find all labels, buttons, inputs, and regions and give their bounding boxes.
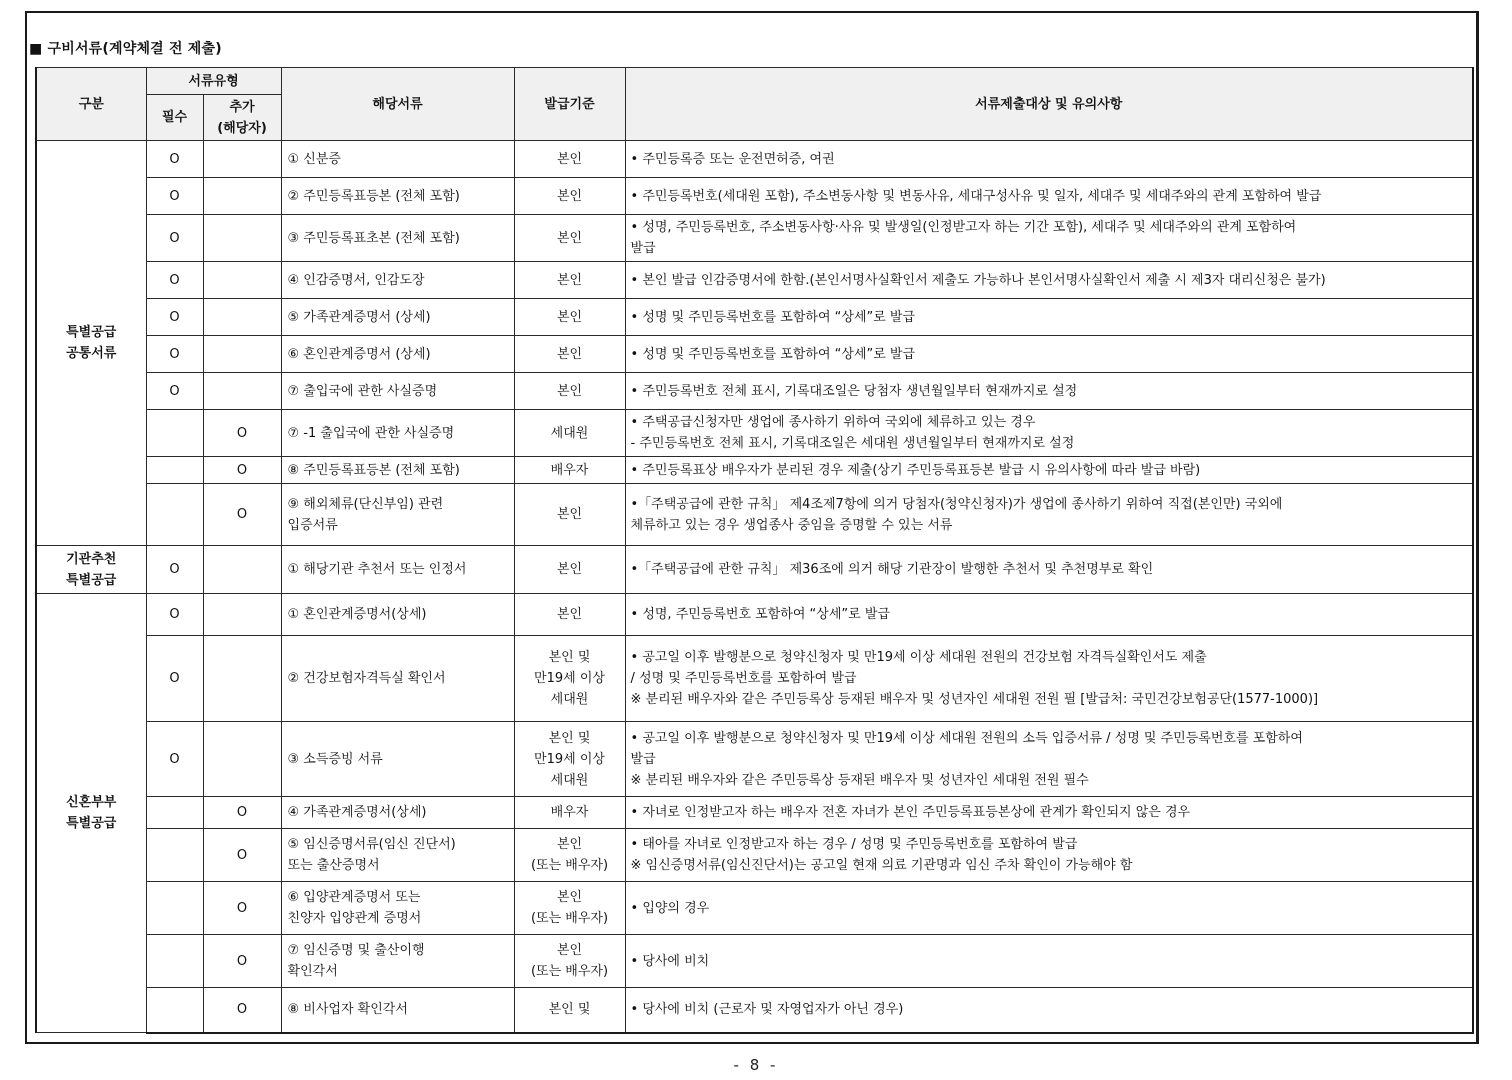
table-row <box>36 262 1473 299</box>
document-name: ④ 인감증명서, 인감도장 <box>281 262 514 299</box>
document-name: ⑨ 해외체류(단신부임) 관련 입증서류 <box>281 484 514 546</box>
document-name: ⑤ 가족관계증명서 (상세) <box>281 299 514 336</box>
document-name: ① 해당기관 추천서 또는 인정서 <box>281 546 514 594</box>
issue-basis: 배우자 <box>514 797 625 829</box>
additional-mark <box>203 373 281 410</box>
table-row <box>36 988 1473 1033</box>
table-row <box>36 178 1473 215</box>
group-label: 특별공급 공통서류 <box>36 141 146 546</box>
table-row <box>36 457 1473 484</box>
additional-mark <box>203 141 281 178</box>
additional-mark: O <box>203 797 281 829</box>
table-row <box>36 594 1473 636</box>
submission-note: • 주민등록증 또는 운전면허증, 여권 <box>625 141 1473 178</box>
header-notes: 서류제출대상 및 유의사항 <box>625 68 1473 141</box>
issue-basis: 본인 <box>514 299 625 336</box>
submission-note: • 자녀로 인정받고자 하는 배우자 전혼 자녀가 본인 주민등록표등본상에 관계가 확인되지 않은 경우 <box>625 797 1473 829</box>
issue-basis: 본인 (또는 배우자) <box>514 935 625 988</box>
issue-basis: 본인 <box>514 178 625 215</box>
additional-mark: O <box>203 882 281 935</box>
submission-note: • 당사에 비치 <box>625 935 1473 988</box>
required-mark: O <box>146 215 203 262</box>
additional-mark <box>203 722 281 797</box>
issue-basis: 본인 <box>514 262 625 299</box>
page-number: - 8 - <box>733 1056 779 1074</box>
submission-note: • 주택공급신청자만 생업에 종사하기 위하여 국외에 체류하고 있는 경우 - 주민등록번호 전체 표시, 기록대조일은 세대원 생년월일부터 현재까지로 설정 <box>625 410 1473 457</box>
table-row <box>36 797 1473 829</box>
required-mark <box>146 797 203 829</box>
header-issue-basis: 발급기준 <box>514 68 625 141</box>
table-row <box>36 636 1473 722</box>
required-mark: O <box>146 178 203 215</box>
required-mark: O <box>146 262 203 299</box>
section-title: ■ 구비서류(계약체결 전 제출) <box>29 41 222 57</box>
submission-note: •「주택공급에 관한 규칙」 제36조에 의거 해당 기관장이 발행한 추천서 및 추천명부로 확인 <box>625 546 1473 594</box>
issue-basis: 본인 (또는 배우자) <box>514 829 625 882</box>
table-row <box>36 484 1473 546</box>
table-row <box>36 299 1473 336</box>
submission-note: • 주민등록표상 배우자가 분리된 경우 제출(상기 주민등록표등본 발급 시 유의사항에 따라 발급 바람) <box>625 457 1473 484</box>
required-mark <box>146 484 203 546</box>
additional-mark <box>203 546 281 594</box>
additional-mark <box>203 636 281 722</box>
required-mark: O <box>146 299 203 336</box>
document-name: ① 혼인관계증명서(상세) <box>281 594 514 636</box>
issue-basis: 본인 (또는 배우자) <box>514 882 625 935</box>
table-body <box>36 141 1473 1033</box>
additional-mark <box>203 178 281 215</box>
document-name: ⑧ 주민등록표등본 (전체 포함) <box>281 457 514 484</box>
group-label: 기관추천 특별공급 <box>36 546 146 594</box>
required-mark: O <box>146 546 203 594</box>
document-name: ⑥ 혼인관계증명서 (상세) <box>281 336 514 373</box>
issue-basis: 본인 <box>514 336 625 373</box>
document-name: ④ 가족관계증명서(상세) <box>281 797 514 829</box>
header-document: 해당서류 <box>281 68 514 141</box>
header-doc-type: 서류유형 <box>146 68 281 95</box>
issue-basis: 본인 <box>514 484 625 546</box>
required-mark: O <box>146 594 203 636</box>
table-row <box>36 141 1473 178</box>
header-additional: 추가 (해당자) <box>203 95 281 141</box>
submission-note: •「주택공급에 관한 규칙」 제4조제7항에 의거 당첨자(청약신청자)가 생업에 종사하기 위하여 직접(본인만) 국외에 체류하고 있는 경우 생업종사 중임을 증명할 수 있는 서류 <box>625 484 1473 546</box>
additional-mark <box>203 299 281 336</box>
issue-basis: 본인 및 만19세 이상 세대원 <box>514 636 625 722</box>
additional-mark: O <box>203 484 281 546</box>
submission-note: • 태아를 자녀로 인정받고자 하는 경우 / 성명 및 주민등록번호를 포함하여 발급 ※ 임신증명서류(임신진단서)는 공고일 현재 의료 기관명과 임신 주차 확인이 가능해야 함 <box>625 829 1473 882</box>
issue-basis: 본인 <box>514 141 625 178</box>
required-mark <box>146 457 203 484</box>
document-name: ⑦ 임신증명 및 출산이행 확인각서 <box>281 935 514 988</box>
table-row <box>36 829 1473 882</box>
required-mark: O <box>146 722 203 797</box>
submission-note: • 주민등록번호(세대원 포함), 주소변동사항 및 변동사유, 세대구성사유 및 일자, 세대주 및 세대주와의 관계 포함하여 발급 <box>625 178 1473 215</box>
submission-note: • 공고일 이후 발행분으로 청약신청자 및 만19세 이상 세대원 전원의 건강보험 자격득실확인서도 제출 / 성명 및 주민등록번호를 포함하여 발급 ※ 분리된 배우자와 같은 주민등록상 등재된 배우자 및 성년자인 세대원 전원 필 [발급처: 국민건강보험공단(1577-1000)] <box>625 636 1473 722</box>
submission-note: • 입양의 경우 <box>625 882 1473 935</box>
table-row <box>36 546 1473 594</box>
table-row <box>36 336 1473 373</box>
required-mark: O <box>146 141 203 178</box>
document-name: ③ 주민등록표초본 (전체 포함) <box>281 215 514 262</box>
additional-mark: O <box>203 457 281 484</box>
additional-mark <box>203 594 281 636</box>
additional-mark <box>203 336 281 373</box>
required-mark <box>146 988 203 1033</box>
document-name: ② 주민등록표등본 (전체 포함) <box>281 178 514 215</box>
issue-basis: 본인 및 만19세 이상 세대원 <box>514 722 625 797</box>
additional-mark: O <box>203 935 281 988</box>
required-mark <box>146 882 203 935</box>
document-name: ⑤ 임신증명서류(임신 진단서) 또는 출산증명서 <box>281 829 514 882</box>
table-row <box>36 410 1473 457</box>
required-mark: O <box>146 636 203 722</box>
table-row <box>36 215 1473 262</box>
issue-basis: 세대원 <box>514 410 625 457</box>
submission-note: • 당사에 비치 (근로자 및 자영업자가 아닌 경우) <box>625 988 1473 1033</box>
table-row <box>36 373 1473 410</box>
issue-basis: 본인 <box>514 373 625 410</box>
additional-mark: O <box>203 410 281 457</box>
table-row <box>36 935 1473 988</box>
additional-mark: O <box>203 829 281 882</box>
document-name: ⑦ 출입국에 관한 사실증명 <box>281 373 514 410</box>
header-required: 필수 <box>146 95 203 141</box>
additional-mark <box>203 262 281 299</box>
submission-note: • 성명, 주민등록번호, 주소변동사항·사유 및 발생일(인정받고자 하는 기간 포함), 세대주 및 세대주와의 관계 포함하여 발급 <box>625 215 1473 262</box>
document-name: ① 신분증 <box>281 141 514 178</box>
issue-basis: 본인 <box>514 594 625 636</box>
document-name: ⑧ 비사업자 확인각서 <box>281 988 514 1033</box>
submission-note: • 주민등록번호 전체 표시, 기록대조일은 당첨자 생년월일부터 현재까지로 설정 <box>625 373 1473 410</box>
required-mark <box>146 829 203 882</box>
submission-note: • 성명, 주민등록번호 포함하여 “상세”로 발급 <box>625 594 1473 636</box>
table-row <box>36 722 1473 797</box>
table-row <box>36 882 1473 935</box>
required-documents-table <box>35 67 1474 1034</box>
document-name: ⑦ -1 출입국에 관한 사실증명 <box>281 410 514 457</box>
required-mark <box>146 935 203 988</box>
required-mark: O <box>146 373 203 410</box>
submission-note: • 공고일 이후 발행분으로 청약신청자 및 만19세 이상 세대원 전원의 소득 입증서류 / 성명 및 주민등록번호를 포함하여 발급 ※ 분리된 배우자와 같은 주민등록상 등재된 배우자 및 성년자인 세대원 전원 필수 <box>625 722 1473 797</box>
document-name: ⑥ 입양관계증명서 또는 친양자 입양관계 증명서 <box>281 882 514 935</box>
required-mark <box>146 410 203 457</box>
group-label: 신혼부부 특별공급 <box>36 594 146 1033</box>
issue-basis: 본인 <box>514 546 625 594</box>
issue-basis: 본인 및 <box>514 988 625 1033</box>
header-group: 구분 <box>36 68 146 141</box>
additional-mark <box>203 215 281 262</box>
submission-note: • 본인 발급 인감증명서에 한함.(본인서명사실확인서 제출도 가능하나 본인서명사실확인서 제출 시 제3자 대리신청은 불가) <box>625 262 1473 299</box>
issue-basis: 배우자 <box>514 457 625 484</box>
document-name: ③ 소득증빙 서류 <box>281 722 514 797</box>
additional-mark: O <box>203 988 281 1033</box>
required-mark: O <box>146 336 203 373</box>
submission-note: • 성명 및 주민등록번호를 포함하여 “상세”로 발급 <box>625 299 1473 336</box>
submission-note: • 성명 및 주민등록번호를 포함하여 “상세”로 발급 <box>625 336 1473 373</box>
issue-basis: 본인 <box>514 215 625 262</box>
document-name: ② 건강보험자격득실 확인서 <box>281 636 514 722</box>
